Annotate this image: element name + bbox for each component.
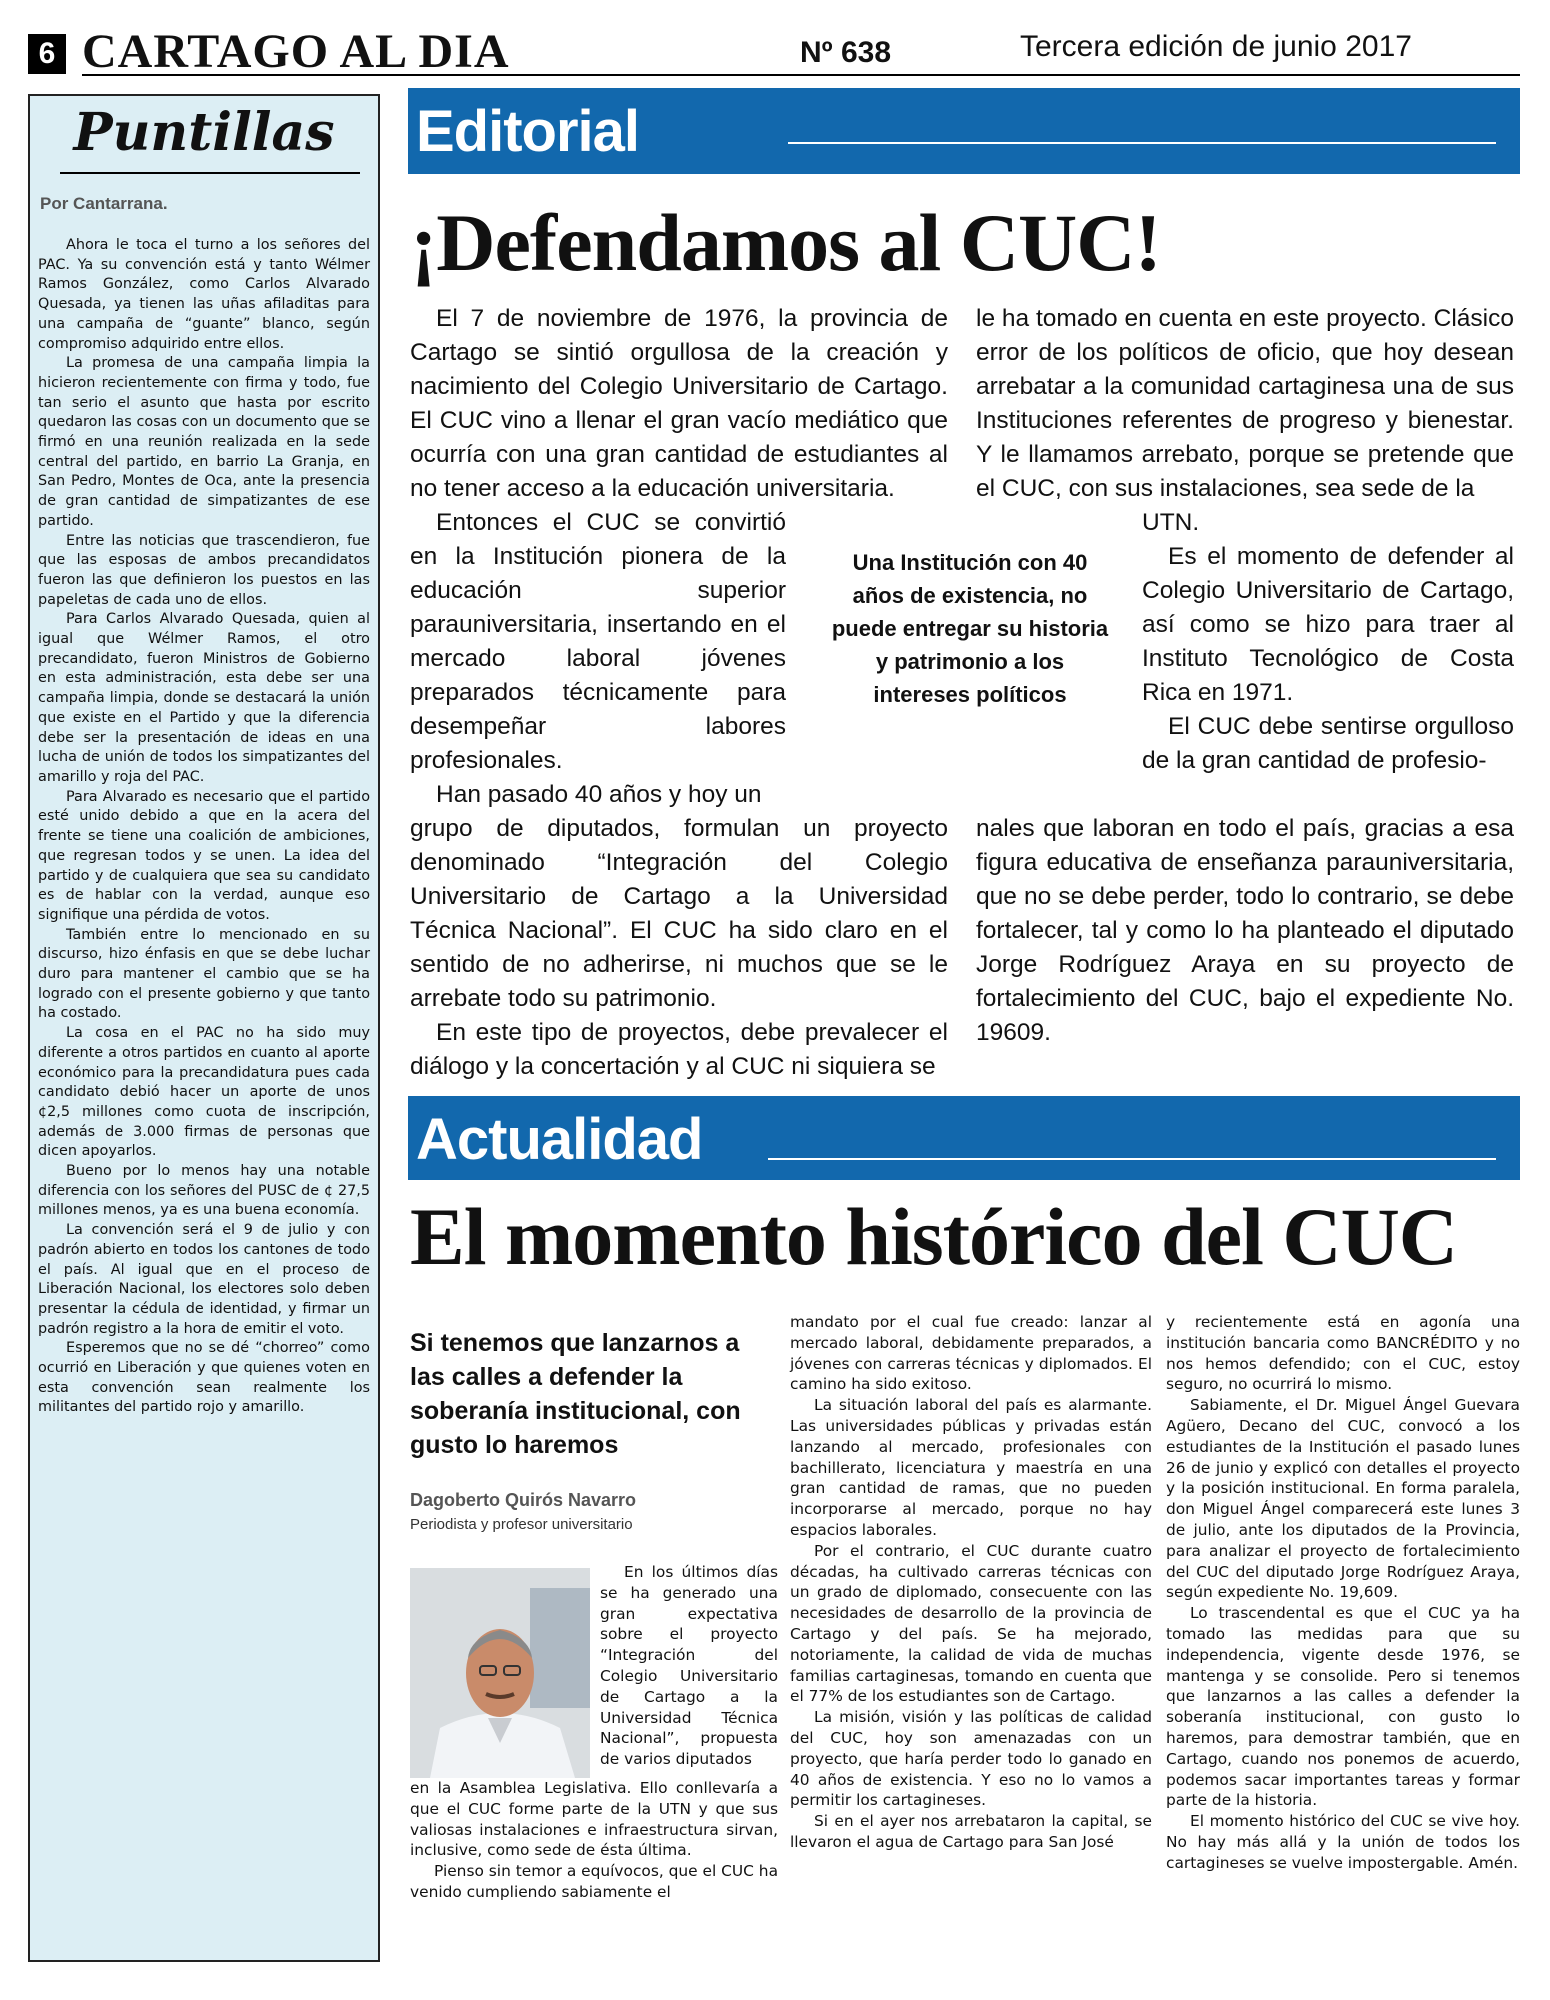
editorial-paragraph: Entonces el CUC se convirtió en la Institución pionera de la educación superior parauniversitaria, insertando en el mercado laboral jóvenes preparados técnicamente para desempeñar labores profesionales. [410,509,786,774]
editorial-pullquote: Una Institución con 40 años de existencia, no puede entregar su historia y patrimonio a los intereses políticos [831,550,1109,707]
editorial-headline: ¡Defendamos al CUC! [410,197,1161,288]
puntillas-paragraph: Para Alvarado es necesario que el partido esté unido debido a que en la acera del frente se tiene una coalición de ambiciones, que regresan todos y se unen. La idea del partido y de cualquiera que sea su candidato es de hablar con la verdad, aunque eso signifique una pérdida de votos. [38,788,370,923]
article-paragraph: en la Asamblea Legislativa. Ello conllevaría a que el CUC forme parte de la UTN y que sus valiosas instalaciones e infraestructura sirvan, inclusive, como sede de ésta última. [410,1779,778,1860]
article-paragraph: La situación laboral del país es alarmante. Las universidades públicas y privadas están lanzando al mercado, profesionales con bachillerato, licenciatura y maestría en una gran cantidad de ramas, que no pueden incorporarse al mercado, porque no hay espacios laborales. [790,1396,1152,1539]
issue-number: Nº 638 [800,36,892,69]
editorial-col1-mid [410,506,786,812]
article-col1-full [410,1778,778,1903]
article-paragraph: y recientemente está en agonía una institución bancaria como BANCRÉDITO y no nos hemos defendido; con el CUC, estoy seguro, no ocurrirá lo mismo. [1166,1313,1520,1394]
puntillas-paragraph: Para Carlos Alvarado Quesada, quien al igual que Wélmer Ramos, el otro precandidato, fueron Ministros de Gobierno en esta administración, esta debe ser una campaña limpia, donde se destacará la unión que existe en el Partido y que la diferencia debe ser la presentación de ideas en una lucha de unión de todos los simpatizantes del amarillo y roja del PAC. [38,611,370,785]
article-paragraph: Lo trascendental es que el CUC ya ha tomado las medidas para que su independencia, vigente desde 1976, se mantenga y se consolide. Pero si tenemos que lanzarnos a las calles a defender la soberanía institucional, con gusto lo haremos, para demostrar también, que en Cartago, cuando nos ponemos de acuerdo, podemos sacar importantes tareas y formar parte de la historia. [1166,1604,1520,1810]
editorial-paragraph: UTN. [1142,509,1200,536]
actualidad-section-label: Actualidad [416,1107,703,1172]
article-paragraph: La misión, visión y las políticas de calidad del CUC, hoy son amenazadas con un proyecto, que haría perder todo lo ganado en 40 años de existencia. Y eso no lo vamos a permitir los cartagineses. [790,1708,1152,1810]
article-col3 [1166,1312,1520,1874]
article-paragraph: Pienso sin temor a equívocos, que el CUC ha venido cumpliendo sabiamente el [410,1862,778,1901]
article-paragraph: En los últimos días se ha generado una gran expectativa sobre el proyecto “Integración del Colegio Universitario de Cartago a la Universidad Técnica Nacional”, propuesta de varios diputados [600,1563,778,1769]
author-role: Periodista y profesor universitario [410,1516,633,1533]
actualidad-headline: El momento histórico del CUC [410,1191,1458,1282]
editorial-paragraph: El 7 de noviembre de 1976, la provincia de Cartago se sintió orgullosa de la creación y nacimiento del Colegio Universitario de Cartago. El CUC vino a llenar el gran vacío mediático que ocurría con una gran cantidad de estudiantes al no tener acceso a la educación universitaria. [410,305,948,502]
article-col2 [790,1312,1152,1853]
puntillas-paragraph: Ahora le toca el turno a los señores del PAC. Ya su convención está y tanto Wélmer Ramos González, como Carlos Alvarado Quesada, ya tienen las uñas afiladitas para una campaña de “guante” blanco, según compromiso adquirido entre ellos. [38,237,370,352]
header-rule [82,74,1520,76]
puntillas-rule [60,172,360,174]
puntillas-paragraph: La promesa de una campaña limpia la hicieron recientemente con firma y todo, fue tan serio el asunto que hasta por escrito quedaron las cosas con un documento que se firmó en una reunión realizada en la sede central del partido, en barrio La Granja, en San Pedro, Montes de Oca, ante la presencia de gran cantidad de simpatizantes de ese partido. [38,355,370,529]
editorial-col1-top [410,302,948,506]
puntillas-paragraph: La cosa en el PAC no ha sido muy diferente a otros partidos en cuanto al aporte económico para la precandidatura pues cada candidato debió hacer un aporte de unos ¢2,5 millones como cuota de inscripción, además de 3.000 firmas de personas que dicen apoyarlos. [38,1025,370,1160]
puntillas-paragraph: Entre las noticias que trascendieron, fue que las esposas de ambos precandidatos fueron las que definieron los puestos en las papeletas de cada uno de ellos. [38,532,370,608]
editorial-col1-bottom [410,812,948,1084]
editorial-paragraph: grupo de diputados, formulan un proyecto denominado “Integración del Colegio Universitario de Cartago a la Universidad Técnica Nacional”. El CUC ha sido claro en el sentido de no adherirse, ni muchos que se le arrebate todo su patrimonio. [410,815,948,1012]
puntillas-paragraph: Bueno por lo menos hay una notable diferencia con los señores del PUSC de ¢ 27,5 millones menos, ya es una buena economía. [38,1163,370,1219]
article-paragraph: Por el contrario, el CUC durante cuatro décadas, ha cultivado carreras técnicas con un grado de diplomado, consecuente con las necesidades de desarrollo de la provincia de Cartago y del país. Se ha mejorado, notoriamente, la calidad de vida de muchas familias cartaginesas, tomando en cuenta que el 77% de los estudiantes son de Cartago. [790,1541,1152,1706]
puntillas-paragraph: Esperemos que no se dé “chorreo” como ocurrió en Liberación y que quienes voten en esta convención sean realmente los militantes del partido rojo y amarillo. [38,1340,370,1416]
puntillas-paragraph: La convención será el 9 de julio y con padrón abierto en todos los cantones de todo el país. Al igual que en el proceso de Liberación Nacional, los electores solo deben presentar la cédula de identidad, y firmar un padrón registro a la hora de emitir el voto. [38,1222,370,1337]
puntillas-title: Puntillas [73,102,335,163]
editorial-col2-top [976,302,1514,506]
editorial-col2-mid [1142,506,1514,778]
editorial-section-label: Editorial [416,99,640,164]
article-paragraph: Si en el ayer nos arrebataron la capital, se llevaron el agua de Cartago para San José [790,1812,1152,1851]
editorial-paragraph: Han pasado 40 años y hoy un [436,781,762,808]
editorial-paragraph: nales que laboran en todo el país, gracias a esa figura educativa de enseñanza parauniversitaria, que no se debe perder, todo lo contrario, se debe fortalecer, tal y como lo ha planteado el diputado Jorge Rodríguez Araya en su proyecto de fortalecimiento del CUC, bajo el expediente No. 19609. [976,815,1514,1046]
author-portrait-image [410,1568,590,1778]
edition-date: Tercera edición de junio 2017 [1020,30,1412,63]
article-paragraph: mandato por el cual fue creado: lanzar al mercado laboral, debidamente preparados, a jóvenes con carreras técnicas y diplomados. El camino ha sido exitoso. [790,1313,1152,1394]
editorial-paragraph: El CUC debe sentirse orgulloso de la gran cantidad de profesio- [1142,713,1514,774]
puntillas-body [38,236,370,1418]
puntillas-byline: Por Cantarrana. [40,194,168,213]
puntillas-paragraph: También entre lo mencionado en su discurso, hizo énfasis en que se debe luchar duro para mantener el cambio que se ha logrado con el presente gobierno y que tanto ha costado. [38,926,370,1022]
editorial-col2-bottom [976,812,1514,1050]
article-author: Dagoberto Quirós Navarro [410,1490,637,1510]
author-photo [410,1568,590,1778]
article-deck: Si tenemos que lanzarnos a las calles a defender la soberanía institucional, con gusto lo haremos [410,1329,741,1459]
editorial-paragraph: Es el momento de defender al Colegio Universitario de Cartago, así como se hizo para traer al Instituto Tecnológico de Costa Rica en 1971. [1142,543,1514,706]
editorial-paragraph: le ha tomado en cuenta en este proyecto. Clásico error de los políticos de oficio, que hoy desean arrebatar a la comunidad cartaginesa una de sus Instituciones referentes de progreso y bienestar. Y le llamamos arrebato, porque se pretende que el CUC, con sus instalaciones, sea sede de la [976,305,1514,502]
article-paragraph: Sabiamente, el Dr. Miguel Ángel Guevara Agüero, Decano del CUC, convocó a los estudiantes de la Institución el pasado lunes 26 de junio y explicó con detalles el proyecto y la posición institucional. En forma paralela, don Miguel Ángel comparecerá este lunes 3 de julio, ante los diputados de la Provincia, para analizar el proyecto de fortalecimiento del CUC del diputado Jorge Rodríguez Araya, según expediente No. 19,609. [1166,1396,1520,1602]
section-bar-rule [788,142,1496,144]
article-col1-wrap [600,1562,778,1770]
editorial-paragraph: En este tipo de proyectos, debe prevalecer el diálogo y la concertación y al CUC ni siquiera se [410,1019,948,1080]
newspaper-logo: CARTAGO AL DIA [82,25,510,78]
section-bar-rule [768,1158,1496,1160]
editorial-section-bar [408,88,1520,174]
page-number: 6 [28,34,66,74]
actualidad-section-bar [408,1096,1520,1180]
article-paragraph: El momento histórico del CUC se vive hoy. No hay más allá y la unión de todos los cartagineses se vuelve impostergable. Amén. [1166,1812,1520,1872]
